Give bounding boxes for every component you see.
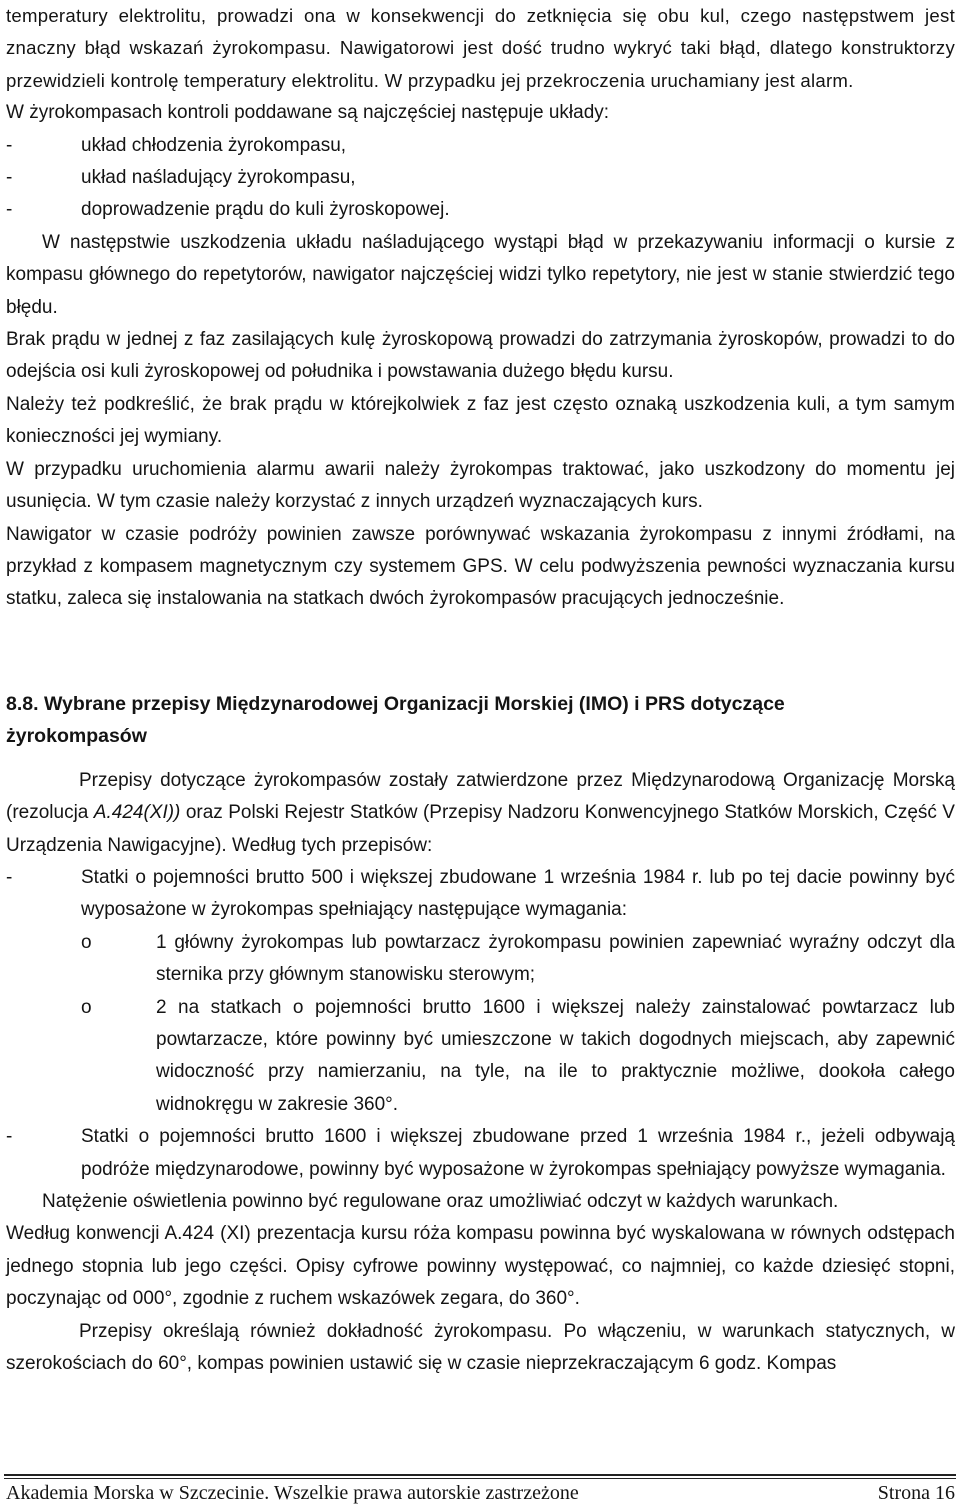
rule-2: Statki o pojemności brutto 1600 i większej zbudowane przed 1 września 1984 r., jeżeli odbywają podróże międzynarodowe, powinny być wyposażone w żyrokompas spełniający powyższe wymagania. — [81, 1126, 955, 1180]
convention-paragraph: Według konwencji A.424 (XI) prezentacja kursu róża kompasu powinna być wyskalowana w równych odstępach jednego stopnia lub jego części. Opisy cyfrowe powinny występować, co najmniej, co każde dziesięć stopni, poczynając od 000°, zgodnie z ruchem wskazówek zegara, do 360°. — [6, 1223, 955, 1310]
paragraph: Nawigator w czasie podróży powinien zawsze porównywać wskazania żyrokompasu z innymi źródłami, na przykład z kompasem magnetycznym czy systemem GPS. W celu podwyższenia pewności wyznaczania kursu statku, zaleca się instalowania na statkach dwóch żyrokompasów pracujących jednocześnie. — [6, 523, 955, 610]
circle-bullet: o — [81, 996, 92, 1018]
dash-bullet: - — [6, 134, 13, 156]
document-page — [6, 0, 955, 1380]
control-list — [6, 130, 955, 227]
list-item: - układ chłodzenia żyrokompasu, — [6, 130, 955, 162]
section-number: 8.8. — [6, 692, 39, 715]
accuracy-paragraph: Przepisy określają również dokładność żyrokompasu. Po włączeniu, w warunkach statycznych, w szerokościach do 60°, kompas powinien ustawić się w czasie nieprzekraczającym 6 godz. Kompas — [6, 1320, 955, 1375]
footer-rule — [4, 1474, 956, 1476]
footer-rule-thin — [4, 1478, 956, 1479]
list-item: - układ naśladujący żyrokompasu, — [6, 162, 955, 194]
list-item — [6, 1121, 955, 1186]
paragraph: W przypadku uruchomienia alarmu awarii należy żyrokompas traktować, jako uszkodzony do momentu jej usunięcia. W tym czasie należy korzystać z innych urządzeń wyznaczających kurs. — [6, 458, 955, 513]
section-heading — [6, 688, 955, 753]
sub-list-item: o 2 na statkach o pojemności brutto 1600 i większej należy zainstalować powtarzacz lub powtarzacze, które powinny być umieszczone w takich dogodnych miejscach, aby zapewnić widoczność przy namierzaniu, na tyle, na ile to praktycznie możliwe, dookoła całego widnokręgu w zakresie 360°. — [81, 992, 955, 1122]
paragraph: Brak prądu w jednej z faz zasilających kulę żyroskopową prowadzi do zatrzymania żyroskopów, prowadzi to do odejścia osi kuli żyroskopowej od południka i powstawania dużego błędu kursu. — [6, 329, 955, 383]
list-item: - doprowadzenie prądu do kuli żyroskopowej. — [6, 194, 955, 226]
top-paragraph: temperatury elektrolitu, prowadzi ona w konsekwencji do zetknięcia się obu kul, czego następstwem jest znaczny błąd wskazań żyrokompasu. Nawigatorowi jest dość trudno wykryć taki błąd, dlatego konstruktorzy przewidzieli kontrolę temperatury elektrolitu. W przypadku jej przekroczenia uruchamiany jest alarm. — [6, 5, 955, 91]
list-item — [6, 862, 955, 1121]
control-intro: W żyrokompasach kontroli poddawane są najczęściej następuje układy: — [6, 102, 610, 124]
section-title-line2: żyrokompasów — [6, 725, 147, 748]
resolution-ref: A.424(XI)) — [93, 802, 181, 824]
sub-list-item: o 1 główny żyrokompas lub powtarzacz żyrokompasu powinien zapewniać wyraźny odczyt dla sternika przy głównym stanowisku sterowym; — [81, 927, 955, 992]
page-number: Strona 16 — [877, 1482, 955, 1504]
paragraph: W następstwie uszkodzenia układu naśladującego wystąpi błąd w przekazywaniu informacji o kursie z kompasu głównego do repetytorów, nawigator najczęściej widzi tylko repetytory, nie jest w stanie stwierdzić tego błędu. — [6, 231, 955, 318]
lighting-paragraph: Natężenie oświetlenia powinno być regulowane oraz umożliwiać odczyt w każdych warunkach. — [42, 1191, 839, 1212]
dash-bullet: - — [6, 866, 13, 888]
circle-bullet: o — [81, 931, 92, 953]
paragraph: Należy też podkreślić, że brak prądu w którejkolwiek z faz jest często oznaką uszkodzenia kuli, a tym samym konieczności jej wymiany. — [6, 393, 955, 448]
rule-1: Statki o pojemności brutto 500 i większej zbudowane 1 września 1984 r. lub po tej dacie powinny być wyposażone w żyrokompas spełniający następujące wymagania: — [81, 866, 955, 921]
section-title-line1: Wybrane przepisy Międzynarodowej Organizacji Morskiej (IMO) i PRS dotyczące — [43, 692, 785, 715]
rule-1-sublist — [81, 927, 955, 1121]
dash-bullet: - — [6, 167, 13, 189]
dash-bullet: - — [6, 199, 13, 221]
dash-bullet: - — [6, 1126, 13, 1148]
footer-copyright: Akademia Morska w Szczecinie. Wszelkie prawa autorskie zastrzeżone — [6, 1482, 579, 1504]
rules-list — [6, 862, 955, 1186]
rules-intro: Przepisy dotyczące żyrokompasów zostały zatwierdzone przez Międzynarodową Organizację Morską (rezolucja A.424(XI)) oraz Polski Rejestr Statków (Przepisy Nadzoru Konwencyjnego Statków Morskich, Część V Urządzenia Nawigacyjne). Według tych przepisów: — [6, 769, 955, 856]
